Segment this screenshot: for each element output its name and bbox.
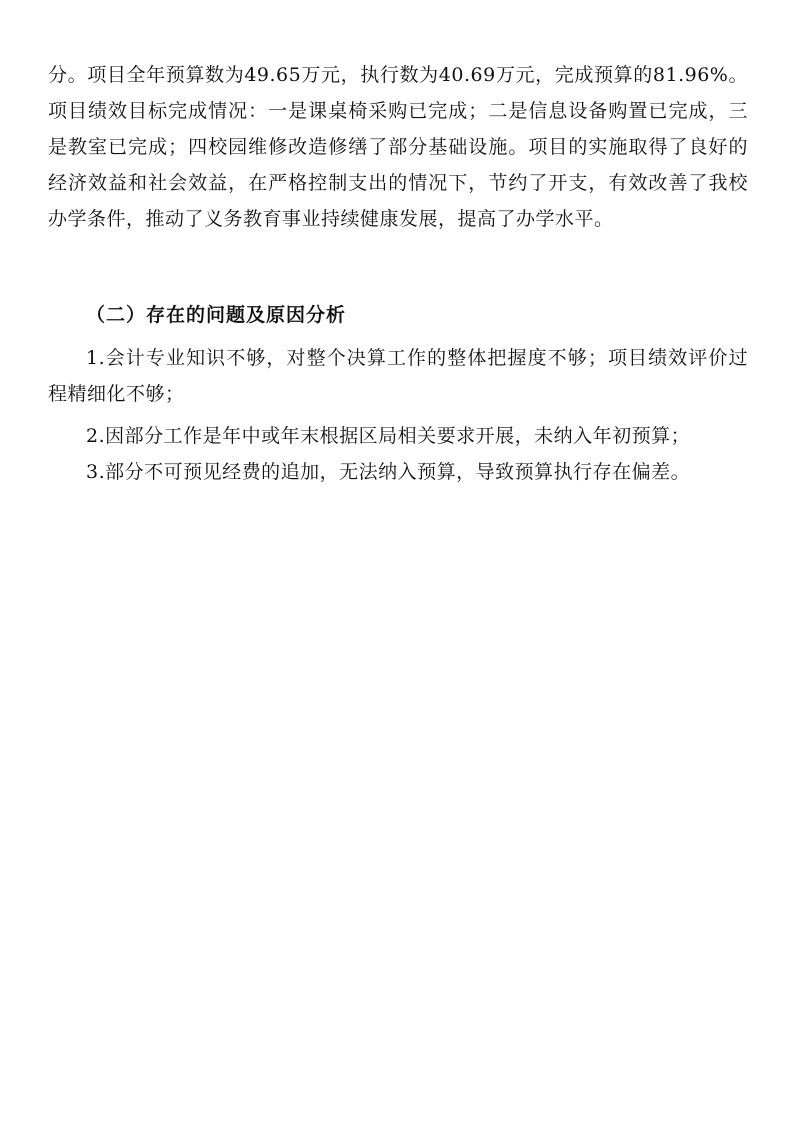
list-item-problem-3: 3.部分不可预见经费的追加，无法纳入预算，导致预算执行存在偏差。 (86, 461, 691, 483)
list-item-problem-2: 2.因部分工作是年中或年末根据区局相关要求开展，未纳入年初预算； (86, 425, 691, 447)
list-item-problem-1: 1.会计专业知识不够，对整个决算工作的整体把握度不够；项目绩效评价过程精细化不够； (48, 347, 748, 405)
body-paragraph-budget-execution: 分。项目全年预算数为49.65万元，执行数为40.69万元，完成预算的81.96%。项目绩效目标完成情况：一是课桌椅采购已完成；二是信息设备购置已完成，三是教室已完成；四校园维修改造修缮了部分基础设施。项目的实施取得了良好的经济效益和社会效益，在严格控制支出的情况下，节约了开支，有效改善了我校办学条件，推动了义务教育事业持续健康发展，提高了办学水平。 (48, 64, 748, 230)
section-heading-problems: （二）存在的问题及原因分析 (86, 304, 347, 326)
